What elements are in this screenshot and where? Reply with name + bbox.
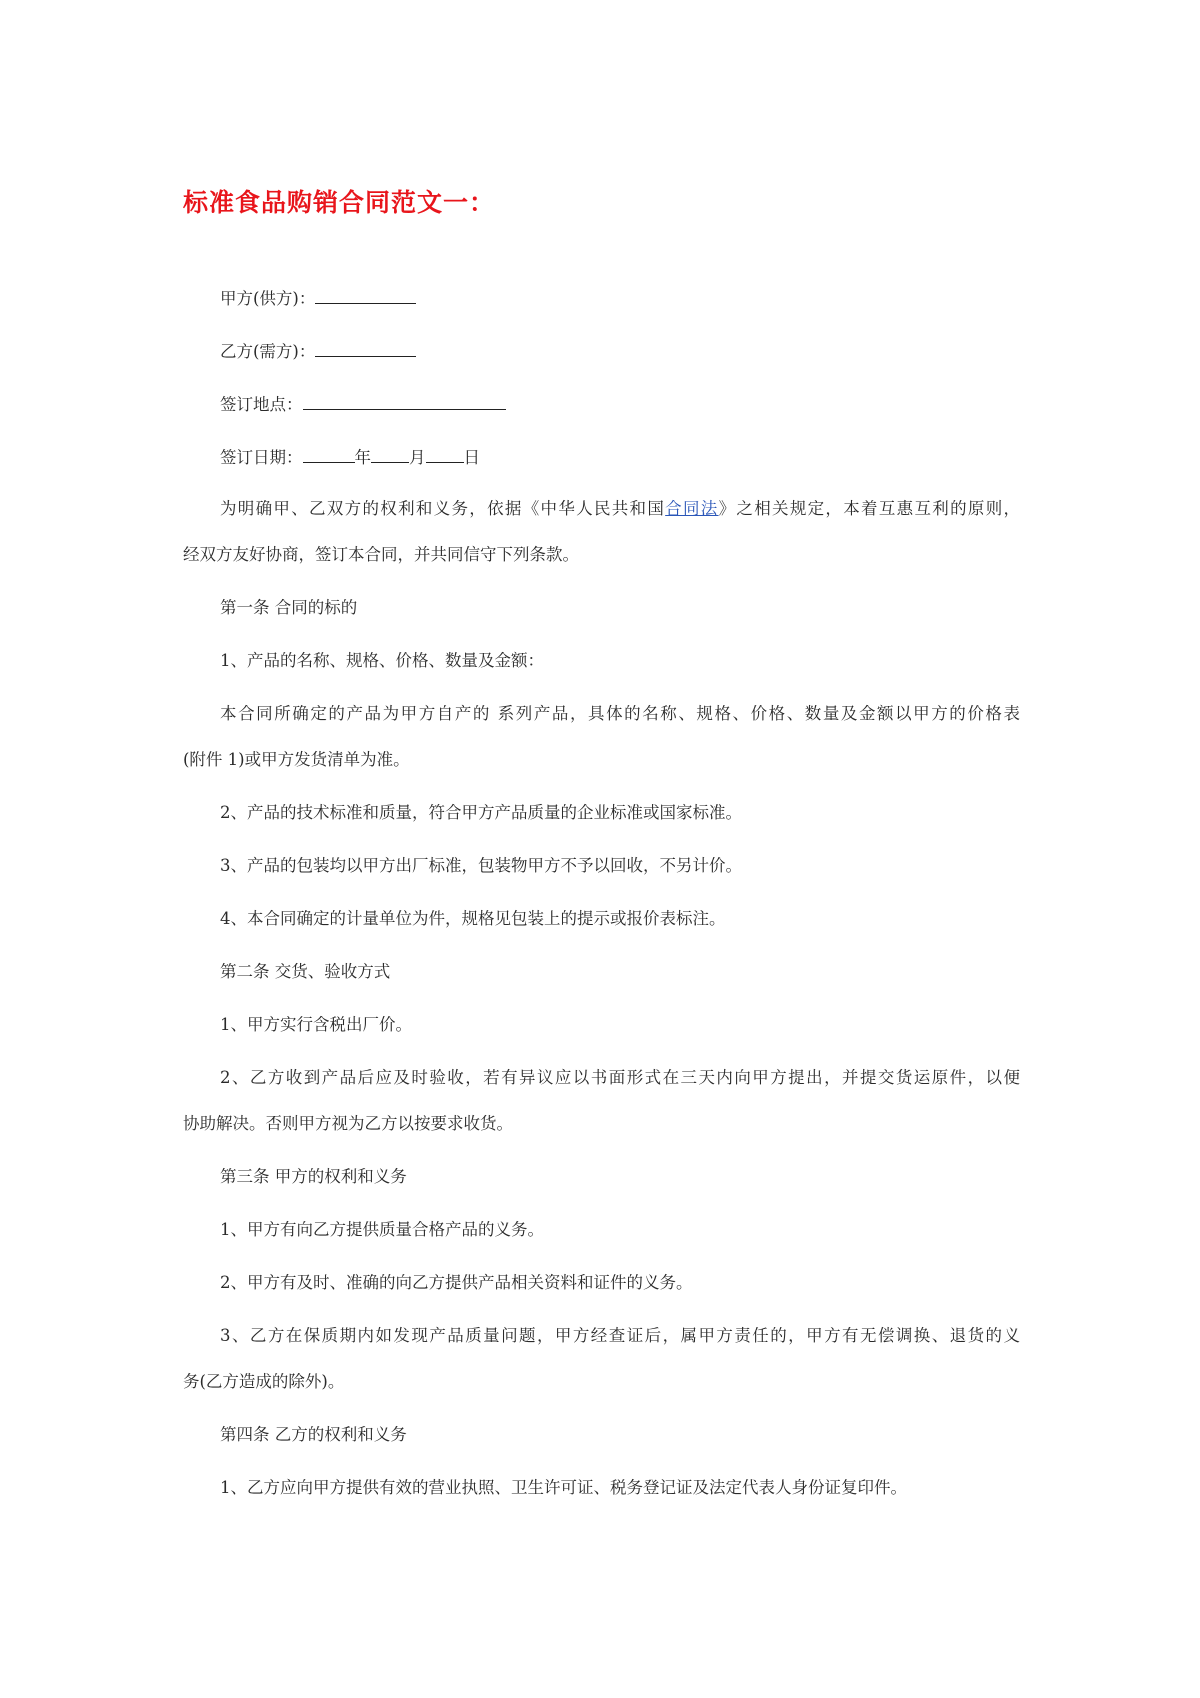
date-day-label: 日 (463, 448, 480, 467)
date-month-blank (371, 445, 409, 463)
intro-text-1: 为明确甲、乙双方的权利和义务，依据《中华人民共和国 (220, 499, 666, 518)
intro-line-2: 经双方友好协商，签订本合同，并共同信守下列条款。 (183, 545, 579, 564)
article-1-item-4: 4、本合同确定的计量单位为件，规格见包装上的提示或报价表标注。 (220, 909, 726, 928)
date-day-blank (426, 445, 464, 463)
contract-law-link[interactable]: 合同法 (665, 499, 719, 518)
article-1-item-2: 2、产品的技术标准和质量，符合甲方产品质量的企业标准或国家标准。 (220, 803, 742, 822)
article-3-item-3-line-1: 3、乙方在保质期内如发现产品质量问题，甲方经查证后，属甲方责任的，甲方有无偿调换、退货的义 (220, 1326, 1020, 1345)
article-2-heading: 第二条 交货、验收方式 (220, 962, 391, 981)
party-b-blank (315, 339, 416, 357)
article-3-item-1: 1、甲方有向乙方提供质量合格产品的义务。 (220, 1220, 544, 1239)
article-1-paragraph-line-1: 本合同所确定的产品为甲方自产的 系列产品，具体的名称、规格、价格、数量及金额以甲方的价格表 (220, 704, 1020, 723)
date-field (220, 445, 480, 469)
intro-text-2: 》之相关规定，本着互惠互利的原则， (718, 499, 1021, 518)
party-b-label: 乙方(需方)： (220, 342, 316, 361)
document-title: 标准食品购销合同范文一： (183, 188, 496, 217)
article-2-item-2-line-1: 2、乙方收到产品后应及时验收，若有异议应以书面形式在三天内向甲方提出，并提交货运原件，以便 (220, 1068, 1020, 1087)
place-blank (303, 392, 506, 410)
party-a-blank (315, 286, 416, 304)
article-1-item-3: 3、产品的包装均以甲方出厂标准，包装物甲方不予以回收，不另计价。 (220, 856, 742, 875)
article-3-item-3-line-2: 务(乙方造成的除外)。 (183, 1372, 345, 1391)
place-label: 签订地点： (220, 395, 303, 414)
party-a-field (220, 286, 416, 310)
intro-line-1 (220, 498, 1020, 520)
date-label: 签订日期： (220, 448, 303, 467)
article-1-paragraph-line-2: (附件 1)或甲方发货清单为准。 (183, 750, 410, 769)
article-4-item-1: 1、乙方应向甲方提供有效的营业执照、卫生许可证、税务登记证及法定代表人身份证复印件。 (220, 1478, 907, 1497)
article-3-item-2: 2、甲方有及时、准确的向乙方提供产品相关资料和证件的义务。 (220, 1273, 693, 1292)
article-3-heading: 第三条 甲方的权利和义务 (220, 1167, 407, 1186)
article-1-item-1: 1、产品的名称、规格、价格、数量及金额： (220, 651, 544, 670)
article-4-heading: 第四条 乙方的权利和义务 (220, 1425, 407, 1444)
place-field (220, 392, 506, 416)
article-1-heading: 第一条 合同的标的 (220, 598, 358, 617)
date-year-label: 年 (354, 448, 371, 467)
party-b-field (220, 339, 416, 363)
article-2-item-1: 1、甲方实行含税出厂价。 (220, 1015, 412, 1034)
date-month-label: 月 (409, 448, 426, 467)
date-year-blank (303, 445, 355, 463)
party-a-label: 甲方(供方)： (220, 289, 316, 308)
article-2-item-2-line-2: 协助解决。否则甲方视为乙方以按要求收货。 (183, 1114, 513, 1133)
